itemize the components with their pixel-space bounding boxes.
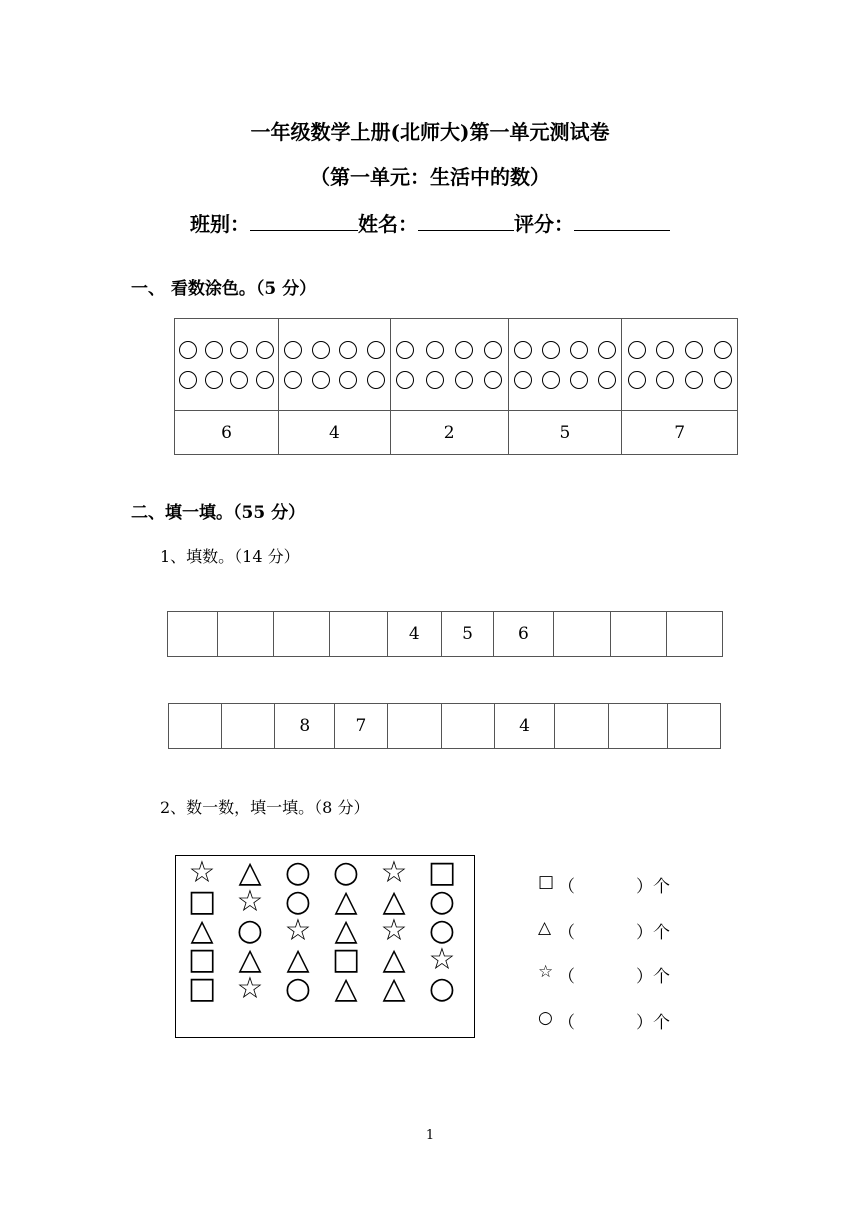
number-box[interactable] [218, 612, 274, 657]
circle-icon[interactable] [570, 341, 588, 359]
circle-icon[interactable] [205, 341, 223, 359]
page-subtitle: （第一单元：生活中的数） [310, 165, 550, 189]
circle-icon[interactable] [339, 341, 357, 359]
circle-icon[interactable] [628, 341, 646, 359]
triangle-icon: △ [334, 913, 358, 948]
number-box: 6 [494, 612, 553, 657]
number-box[interactable] [608, 704, 668, 749]
fill-number-row-1 [167, 611, 723, 657]
number-box[interactable] [554, 704, 608, 749]
circle-icon[interactable] [367, 341, 385, 359]
color-by-number-table [174, 318, 738, 455]
circle-icon[interactable] [685, 371, 703, 389]
triangle-answer-close-paren: ）个 [636, 923, 670, 943]
triangle-answer-shape: △ [538, 918, 552, 938]
triangle-icon: △ [190, 913, 214, 948]
circle-icon: ○ [236, 913, 264, 948]
number-box[interactable] [610, 612, 666, 657]
circle-group-4[interactable] [508, 319, 622, 411]
triangle-answer-open-paren: （ [558, 923, 575, 943]
star-icon: ☆ [284, 913, 312, 948]
circle-icon[interactable] [656, 371, 674, 389]
number-box[interactable] [441, 704, 495, 749]
circle-icon[interactable] [455, 371, 473, 389]
square-icon: □ [427, 855, 457, 890]
triangle-icon: △ [238, 942, 262, 977]
circle-icon: ○ [428, 971, 456, 1006]
square-answer-open-paren: （ [558, 877, 575, 897]
star-answer-blank[interactable] [580, 962, 632, 984]
fill-number-row-2 [168, 703, 721, 749]
circle-group-1[interactable] [175, 319, 279, 411]
circle-icon[interactable] [570, 371, 588, 389]
number-box[interactable] [666, 612, 722, 657]
star-icon: ☆ [236, 971, 264, 1006]
circle-group-2[interactable] [279, 319, 391, 411]
section2-heading: 二、填一填。（55 分） [131, 503, 306, 523]
star-icon: ☆ [380, 855, 408, 890]
square-icon: □ [187, 971, 217, 1006]
circle-icon[interactable] [455, 341, 473, 359]
circle-icon[interactable] [484, 341, 502, 359]
star-icon: ☆ [188, 855, 216, 890]
circle-icon[interactable] [179, 371, 197, 389]
triangle-icon: △ [334, 884, 358, 919]
star-icon: ☆ [236, 884, 264, 919]
circle-icon[interactable] [656, 341, 674, 359]
number-box: 4 [387, 612, 441, 657]
circle-answer-shape: ○ [538, 1008, 553, 1028]
score-label: 评分： [514, 212, 574, 236]
square-icon: □ [187, 942, 217, 977]
circle-icon[interactable] [256, 371, 274, 389]
score-blank[interactable] [574, 210, 670, 231]
circle-answer-open-paren: （ [558, 1013, 575, 1033]
square-icon: □ [331, 942, 361, 977]
circle-icon[interactable] [284, 371, 302, 389]
square-icon: □ [187, 884, 217, 919]
circle-icon: ○ [428, 913, 456, 948]
circle-answer-blank[interactable] [580, 1008, 632, 1030]
star-icon: ☆ [428, 942, 456, 977]
circle-icon[interactable] [396, 371, 414, 389]
circle-icon[interactable] [339, 371, 357, 389]
triangle-icon: △ [334, 971, 358, 1006]
circle-icon: ○ [284, 884, 312, 919]
circle-icon[interactable] [685, 341, 703, 359]
page-number: 1 [425, 1128, 435, 1143]
number-cell: 2 [390, 411, 508, 455]
number-box[interactable] [668, 704, 721, 749]
number-box[interactable] [330, 612, 387, 657]
circle-icon[interactable] [514, 371, 532, 389]
page-title: 一年级数学上册(北师大)第一单元测试卷 [250, 120, 610, 144]
circle-icon[interactable] [256, 341, 274, 359]
name-label: 姓名： [358, 212, 418, 236]
circle-icon: ○ [284, 971, 312, 1006]
circle-icon[interactable] [230, 341, 248, 359]
circle-icon[interactable] [598, 341, 616, 359]
circle-icon[interactable] [628, 371, 646, 389]
circle-icon[interactable] [714, 371, 732, 389]
circle-answer-close-paren: ）个 [636, 1013, 670, 1033]
star-answer-open-paren: （ [558, 967, 575, 987]
number-cell: 5 [508, 411, 622, 455]
circle-icon[interactable] [484, 371, 502, 389]
circle-icon: ○ [284, 855, 312, 890]
circle-group-3[interactable] [390, 319, 508, 411]
number-box[interactable] [221, 704, 275, 749]
circle-icon[interactable] [284, 341, 302, 359]
circle-icon[interactable] [514, 341, 532, 359]
circle-icon[interactable] [367, 371, 385, 389]
number-box: 8 [275, 704, 335, 749]
circle-icon[interactable] [714, 341, 732, 359]
circle-icon[interactable] [205, 371, 223, 389]
number-cell: 4 [279, 411, 391, 455]
circle-icon[interactable] [542, 341, 560, 359]
star-answer-shape: ☆ [538, 962, 554, 982]
number-box: 7 [335, 704, 388, 749]
number-box[interactable] [168, 612, 218, 657]
class-label: 班别： [190, 212, 250, 236]
triangle-icon: △ [382, 884, 406, 919]
star-answer-close-paren: ）个 [636, 967, 670, 987]
number-box[interactable] [169, 704, 222, 749]
triangle-answer-blank[interactable] [580, 918, 632, 940]
square-answer-close-paren: ）个 [636, 877, 670, 897]
name-blank[interactable] [418, 210, 514, 231]
circle-icon[interactable] [312, 371, 330, 389]
number-cell: 6 [175, 411, 279, 455]
number-box: 5 [441, 612, 493, 657]
student-info-line [0, 208, 860, 237]
number-box[interactable] [274, 612, 330, 657]
triangle-icon: △ [382, 971, 406, 1006]
star-icon: ☆ [380, 913, 408, 948]
circle-icon[interactable] [230, 371, 248, 389]
q1-label: 1、填数。（14 分） [160, 547, 300, 566]
number-cell: 7 [622, 411, 738, 455]
number-box[interactable] [553, 612, 610, 657]
circle-group-5[interactable] [622, 319, 738, 411]
circle-icon: ○ [332, 855, 360, 890]
number-box[interactable] [387, 704, 441, 749]
square-answer-blank[interactable] [580, 872, 632, 894]
circle-icon[interactable] [426, 371, 444, 389]
circle-icon[interactable] [312, 341, 330, 359]
number-box: 4 [495, 704, 555, 749]
circle-icon[interactable] [542, 371, 560, 389]
triangle-icon: △ [382, 942, 406, 977]
section1-heading: 一、 看数涂色。（5 分） [131, 279, 317, 299]
circle-icon[interactable] [598, 371, 616, 389]
circle-icon: ○ [428, 884, 456, 919]
circle-icon[interactable] [396, 341, 414, 359]
triangle-icon: △ [238, 855, 262, 890]
class-blank[interactable] [250, 210, 358, 231]
circle-icon[interactable] [179, 341, 197, 359]
square-answer-shape: □ [538, 872, 555, 892]
q2-label: 2、数一数，填一填。（8 分） [160, 798, 370, 817]
circle-icon[interactable] [426, 341, 444, 359]
triangle-icon: △ [286, 942, 310, 977]
